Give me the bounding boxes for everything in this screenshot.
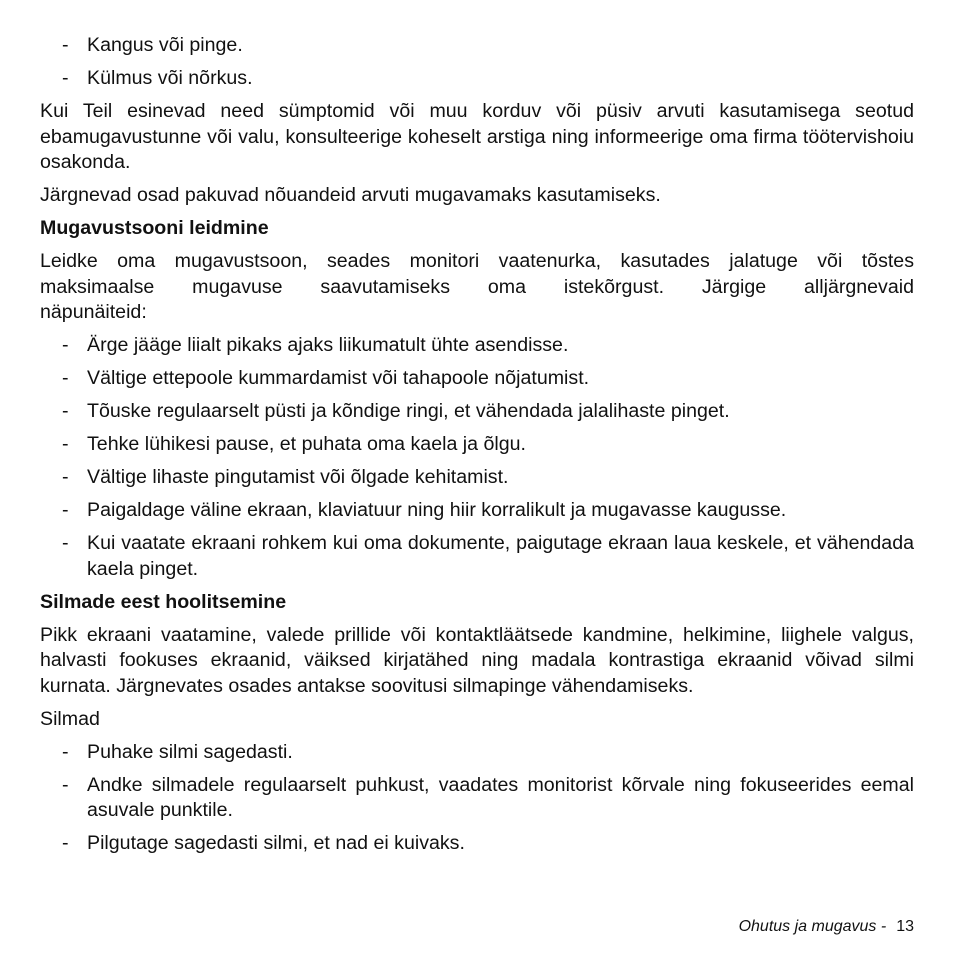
bullet-dash: - — [62, 832, 69, 854]
subheading-eyes: Silmad — [40, 707, 100, 730]
list-item — [40, 773, 914, 824]
list-item-text: Puhake silmi sagedasti. — [87, 740, 293, 763]
section-heading-eye-care: Silmade eest hoolitsemine — [40, 590, 287, 613]
paragraph-line: Leidke oma mugavustsoon, seades monitori vaatenurka, kasutades jalatuge või tõstes — [40, 250, 914, 272]
list-item — [40, 399, 914, 425]
bullet-dash: - — [62, 773, 69, 796]
list-item-text: Tehke lühikesi pause, et puhata oma kaela ja õlgu. — [87, 433, 526, 455]
list-item-text: Ärge jääge liialt pikaks ajaks liikumatult ühte asendisse. — [87, 334, 569, 356]
bullet-dash: - — [62, 67, 69, 89]
bullet-dash: - — [62, 532, 69, 554]
paragraph-comfort-zone — [40, 249, 914, 326]
paragraph-line: maksimaalse mugavuse saavutamiseks oma istekõrgust. Järgige alljärgnevaid — [40, 275, 914, 298]
list-item-text: Paigaldage väline ekraan, klaviatuur ning hiir korralikult ja mugavasse kaugusse. — [87, 499, 787, 521]
bullet-dash: - — [62, 34, 69, 56]
bullet-dash: - — [62, 400, 69, 422]
document-page — [40, 33, 914, 864]
bullet-dash: - — [62, 740, 69, 763]
bullet-dash: - — [62, 499, 69, 521]
section-heading-comfort-zone: Mugavustsooni leidmine — [40, 217, 269, 239]
paragraph-advice-intro: Järgnevad osad pakuvad nõuandeid arvuti mugavamaks kasutamiseks. — [40, 184, 661, 206]
list-item-text: Kui vaatate ekraani rohkem kui oma dokumente, paigutage ekraan laua keskele, et vähendada kaela pinget. — [87, 532, 914, 580]
footer-title: Ohutus ja mugavus - — [738, 918, 887, 935]
list-item-text: Külmus või nõrkus. — [87, 67, 253, 89]
list-item-text: Kangus või pinge. — [87, 34, 243, 56]
list-item — [40, 333, 914, 359]
list-item — [40, 66, 914, 92]
list-item-text: Pilgutage sagedasti silmi, et nad ei kuivaks. — [87, 832, 465, 854]
page-footer — [739, 916, 914, 938]
list-item-text: Andke silmadele regulaarselt puhkust, vaadates monitorist kõrvale ning fokuseerides eemal asuvale punktile. — [87, 773, 914, 821]
list-item-text: Tõuske regulaarselt püsti ja kõndige ringi, et vähendada jalalihaste pinget. — [87, 400, 730, 422]
list-item-text: Vältige lihaste pingutamist või õlgade kehitamist. — [87, 466, 509, 488]
list-item — [40, 531, 914, 582]
bullet-dash: - — [62, 433, 69, 455]
list-item — [40, 831, 914, 857]
paragraph-eye-care: Pikk ekraani vaatamine, valede prillide või kontaktläätsede kandmine, helkimine, liighele valgus, halvasti fookuses ekraanid, väiksed kirjatähed ning madala kontrastiga ekraanid võivad silmi kurnata. Järgnevates osades antakse soovitusi silmapinge vähendamiseks. — [40, 623, 914, 697]
bullet-dash: - — [62, 466, 69, 488]
list-item — [40, 465, 914, 491]
list-item-text: Vältige ettepoole kummardamist või tahapoole nõjatumist. — [87, 367, 590, 389]
page-number: 13 — [896, 918, 914, 935]
list-item — [40, 498, 914, 524]
list-item — [40, 432, 914, 458]
bullet-dash: - — [62, 367, 69, 389]
bullet-dash: - — [62, 334, 69, 356]
paragraph-line: näpunäiteid: — [40, 301, 147, 323]
list-item — [40, 366, 914, 392]
list-item — [40, 740, 914, 766]
list-item — [40, 33, 914, 59]
paragraph-symptoms: Kui Teil esinevad need sümptomid või muu korduv või püsiv arvuti kasutamisega seotud ebamugavustunne või valu, konsulteerige koheselt arstiga ning informeerige oma firma töötervishoiu osakonda. — [40, 100, 914, 173]
